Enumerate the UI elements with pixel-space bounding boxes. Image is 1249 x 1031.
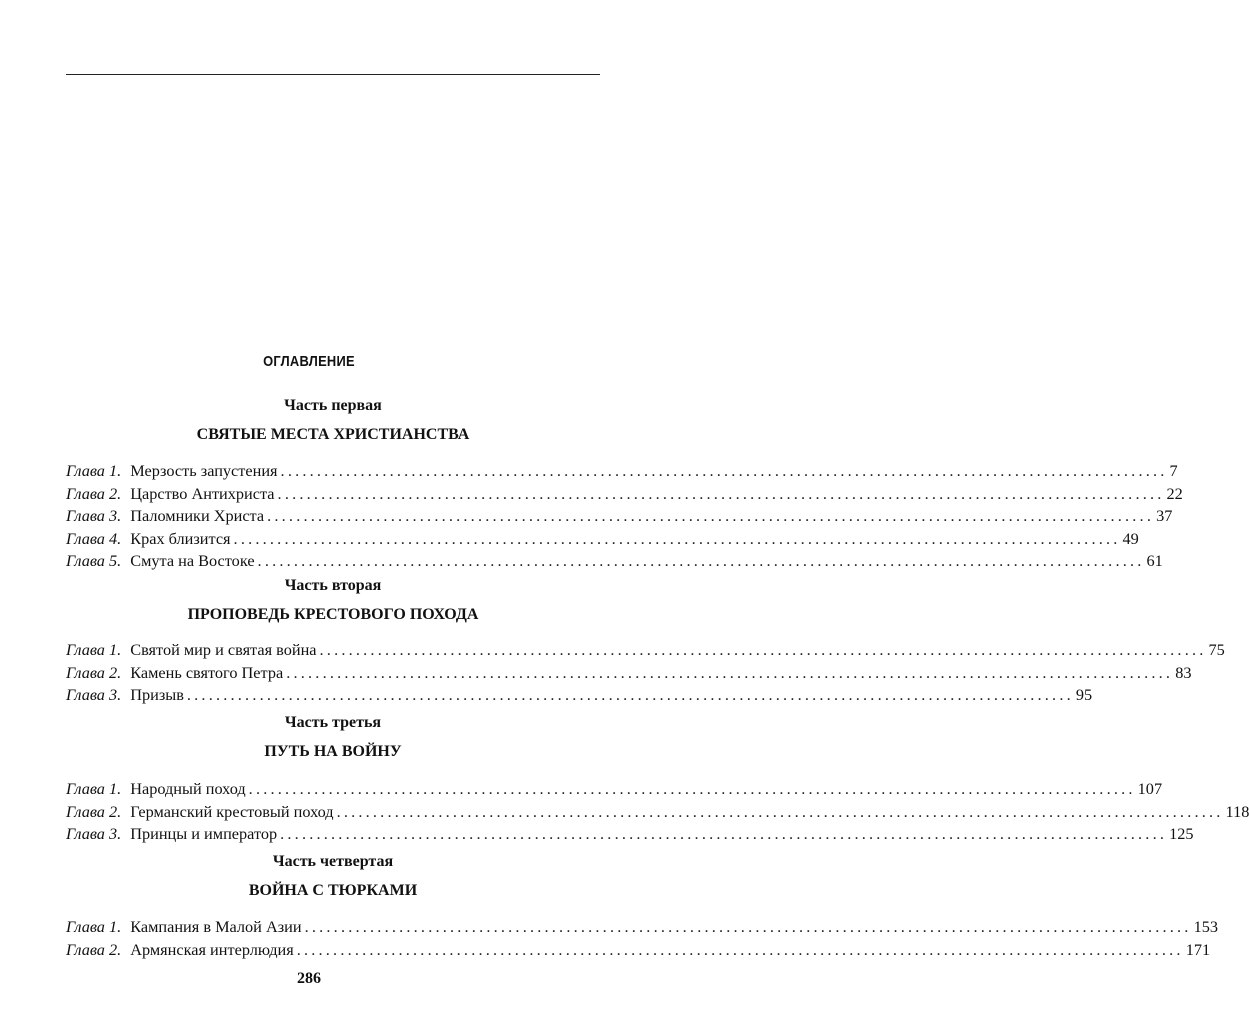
chapter-title: Камень святого Петра bbox=[130, 662, 284, 682]
part-title: СВЯТЫЕ МЕСТА ХРИСТИАНСТВА bbox=[196, 426, 470, 443]
chapter-title: Мерзость запустения bbox=[130, 461, 278, 480]
chapter-number: Глава 1. bbox=[66, 640, 122, 659]
chapter-number: Глава 3. bbox=[66, 506, 122, 525]
toc-entry[interactable] bbox=[66, 778, 1163, 801]
chapter-number: Глава 2. bbox=[66, 483, 122, 503]
chapter-number: Глава 5. bbox=[66, 551, 122, 570]
part-4 bbox=[66, 852, 1218, 961]
chapter-title: Паломники Христа bbox=[130, 506, 265, 525]
chapter-page: 37 bbox=[1156, 506, 1173, 525]
part-1 bbox=[66, 396, 1183, 573]
toc-entry[interactable] bbox=[66, 483, 1183, 506]
toc-entry[interactable] bbox=[66, 823, 1194, 846]
dot-leader: .......................................................................................................................... bbox=[280, 461, 1168, 480]
chapter-page: 125 bbox=[1169, 824, 1194, 843]
part-title: ВОЙНА С ТЮРКАМИ bbox=[248, 882, 418, 899]
chapter-page: 61 bbox=[1146, 551, 1163, 570]
dot-leader: .......................................................................................................................... bbox=[233, 528, 1121, 548]
chapter-title: Кампания в Малой Азии bbox=[130, 917, 302, 936]
chapter-title: Крах близится bbox=[130, 528, 231, 548]
chapter-page: 107 bbox=[1137, 779, 1163, 798]
chapter-title: Принцы и император bbox=[130, 824, 278, 843]
toc-entry[interactable] bbox=[66, 528, 1139, 551]
toc-entry[interactable] bbox=[66, 684, 1093, 707]
part-label: Часть третья bbox=[284, 714, 382, 731]
toc-entry[interactable] bbox=[66, 550, 1163, 573]
part-3 bbox=[66, 713, 1249, 846]
chapter-page: 49 bbox=[1122, 528, 1139, 548]
dot-leader: .......................................................................................................................... bbox=[280, 824, 1168, 843]
chapter-title: Народный поход bbox=[130, 779, 246, 798]
chapter-title: Германский крестовый поход bbox=[130, 801, 334, 821]
part-label: Часть четвертая bbox=[272, 853, 394, 870]
chapter-number: Глава 2. bbox=[66, 662, 122, 682]
part-title: ПРОПОВЕДЬ КРЕСТОВОГО ПОХОДА bbox=[187, 606, 479, 623]
chapter-number: Глава 2. bbox=[66, 801, 122, 821]
dot-leader: .......................................................................................................................... bbox=[267, 506, 1155, 525]
toc-heading: ОГЛАВЛЕНИЕ bbox=[263, 353, 355, 370]
toc-entry[interactable] bbox=[66, 639, 1225, 662]
dot-leader: .......................................................................................................................... bbox=[186, 685, 1074, 704]
chapter-number: Глава 3. bbox=[66, 824, 122, 843]
part-label: Часть вторая bbox=[284, 577, 382, 594]
chapter-number: Глава 1. bbox=[66, 779, 122, 798]
chapter-page: 22 bbox=[1166, 483, 1183, 503]
part-2 bbox=[66, 576, 1225, 707]
chapter-title: Царство Антихриста bbox=[130, 483, 275, 503]
header-rule bbox=[66, 74, 600, 75]
toc-entry[interactable] bbox=[66, 939, 1211, 962]
toc-entry[interactable] bbox=[66, 916, 1218, 939]
chapter-page: 153 bbox=[1193, 917, 1218, 936]
chapter-title: Призыв bbox=[130, 685, 184, 704]
chapter-number: Глава 1. bbox=[66, 461, 122, 480]
part-label: Часть первая bbox=[284, 397, 382, 414]
chapter-page: 171 bbox=[1185, 939, 1211, 959]
dot-leader: .......................................................................................................................... bbox=[277, 483, 1165, 503]
chapter-title: Армянская интерлюдия bbox=[130, 939, 294, 959]
page-number: 286 bbox=[297, 970, 321, 987]
chapter-title: Святой мир и святая война bbox=[130, 640, 317, 659]
chapter-page: 7 bbox=[1169, 461, 1178, 480]
chapter-number: Глава 2. bbox=[66, 939, 122, 959]
chapter-title: Смута на Востоке bbox=[130, 551, 255, 570]
toc-entry[interactable] bbox=[66, 505, 1173, 528]
dot-leader: .......................................................................................................................... bbox=[304, 917, 1192, 936]
toc-entry[interactable] bbox=[66, 662, 1192, 685]
part-title: ПУТЬ НА ВОЙНУ bbox=[264, 743, 402, 760]
chapter-page: 95 bbox=[1075, 685, 1093, 704]
chapter-page: 118 bbox=[1225, 801, 1249, 821]
chapter-page: 75 bbox=[1208, 640, 1225, 659]
chapter-number: Глава 1. bbox=[66, 917, 122, 936]
chapter-number: Глава 4. bbox=[66, 528, 122, 548]
dot-leader: .......................................................................................................................... bbox=[319, 640, 1207, 659]
chapter-page: 83 bbox=[1175, 662, 1192, 682]
toc-entry[interactable] bbox=[66, 801, 1249, 824]
toc-entry[interactable] bbox=[66, 460, 1178, 483]
chapter-number: Глава 3. bbox=[66, 685, 122, 704]
dot-leader: .......................................................................................................................... bbox=[296, 939, 1184, 959]
dot-leader: .......................................................................................................................... bbox=[286, 662, 1174, 682]
dot-leader: .......................................................................................................................... bbox=[257, 551, 1145, 570]
dot-leader: .......................................................................................................................... bbox=[248, 779, 1136, 798]
dot-leader: .......................................................................................................................... bbox=[336, 801, 1224, 821]
